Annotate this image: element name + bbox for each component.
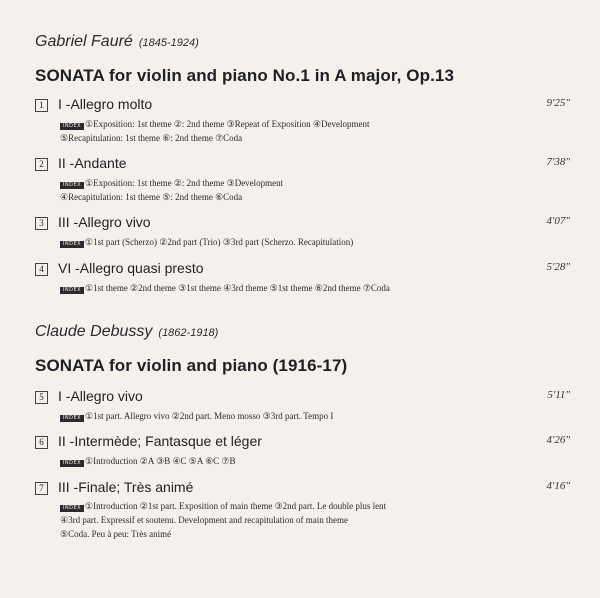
index-text: ①Exposition: 1st theme ②: 2nd theme ③Repeat of Exposition ④Development: [85, 119, 370, 129]
track-number: 7: [35, 482, 48, 495]
index-text: ①Introduction ②A ③B ④C ⑤A ⑥C ⑦B: [85, 456, 236, 466]
track-index-line: [60, 177, 283, 190]
index-icon: INDEX: [60, 505, 84, 512]
track-number: 4: [35, 263, 48, 276]
track-row: [35, 433, 570, 453]
track-title: I -Allegro vivo: [58, 388, 143, 404]
track-index-line: ⑤Recapitulation: 1st theme ⑥: 2nd theme ⑦Coda: [60, 133, 243, 143]
track-duration: 5'11": [547, 389, 570, 401]
track-title: III -Allegro vivo: [58, 214, 151, 230]
track-index-line: [60, 118, 369, 131]
track-row: [35, 214, 570, 234]
track-index-line: [60, 500, 386, 513]
index-text: ①Exposition: 1st theme ②: 2nd theme ③Development: [85, 178, 284, 188]
track-index-line: [60, 410, 333, 423]
track-duration: 7'38": [546, 156, 570, 168]
composer-name: Claude Debussy: [35, 323, 153, 340]
track-duration: 4'07": [546, 215, 570, 227]
track-title: II -Andante: [58, 155, 127, 171]
index-text: ①1st part. Allegro vivo ②2nd part. Meno mosso ③3rd part. Tempo I: [85, 411, 334, 421]
track-index-line: [60, 236, 353, 249]
track-title: VI -Allegro quasi presto: [58, 260, 204, 276]
composer-dates: (1862-1918): [158, 327, 219, 339]
track-row: [35, 388, 570, 408]
track-row: [35, 155, 570, 175]
track-index-line: [60, 282, 390, 295]
index-icon: INDEX: [60, 287, 84, 294]
track-duration: 4'16": [546, 480, 570, 492]
composer-heading-debussy: [35, 323, 218, 341]
track-row: [35, 96, 570, 116]
composer-dates: (1845-1924): [138, 37, 199, 49]
index-icon: INDEX: [60, 415, 84, 422]
index-text: ①1st theme ②2nd theme ③1st theme ④3rd theme ⑤1st theme ⑥2nd theme ⑦Coda: [85, 283, 390, 293]
composer-heading-faure: [35, 33, 199, 51]
track-number: 2: [35, 158, 48, 171]
sonata-title: SONATA for violin and piano No.1 in A major, Op.13: [35, 66, 455, 85]
track-number: 1: [35, 99, 48, 112]
track-row: [35, 479, 570, 499]
track-index-line: ⑤Coda. Peu à peu: Très animé: [60, 529, 172, 539]
sonata-title: SONATA for violin and piano (1916-17): [35, 356, 348, 375]
composer-name: Gabriel Fauré: [35, 33, 133, 50]
index-icon: INDEX: [60, 241, 84, 248]
track-number: 5: [35, 391, 48, 404]
track-row: [35, 260, 570, 280]
track-duration: 4'26": [546, 434, 570, 446]
track-index-line: ④3rd part. Expressif et soutenu. Development and recapitulation of main theme: [60, 515, 348, 525]
track-index-line: [60, 455, 236, 468]
index-text: ①1st part (Scherzo) ②2nd part (Trio) ③3rd part (Scherzo. Recapitulation): [85, 237, 354, 247]
index-icon: INDEX: [60, 123, 84, 130]
track-title: III -Finale; Très animé: [58, 479, 194, 495]
track-duration: 5'28": [546, 261, 570, 273]
track-title: II -Intermède; Fantasque et léger: [58, 433, 262, 449]
index-text: ①Introduction ②1st part. Exposition of main theme ③2nd part. Le double plus lent: [85, 501, 387, 511]
index-icon: INDEX: [60, 460, 84, 467]
track-title: I -Allegro molto: [58, 96, 153, 112]
track-duration: 9'25": [546, 97, 570, 109]
track-number: 6: [35, 436, 48, 449]
track-index-line: ④Recapitulation: 1st theme ⑤: 2nd theme ⑥Coda: [60, 192, 243, 202]
track-number: 3: [35, 217, 48, 230]
index-icon: INDEX: [60, 182, 84, 189]
